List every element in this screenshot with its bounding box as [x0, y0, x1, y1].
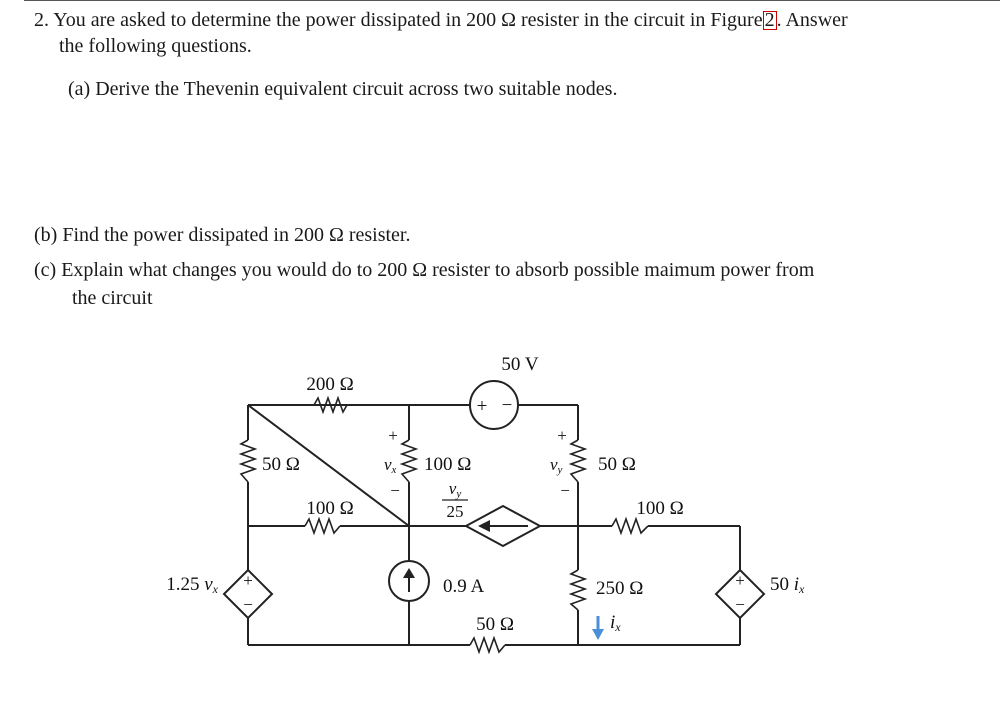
vs-minus-sign: − — [501, 395, 513, 416]
vs-plus-sign: + — [476, 396, 488, 417]
dvs-left-minus: − — [243, 595, 253, 614]
label-vy: vy — [550, 455, 563, 476]
voltage-source-50v — [470, 381, 518, 429]
question-text-end: . Answer — [776, 9, 848, 31]
label-100-ohm-middle: 100 Ω — [424, 454, 472, 475]
dependent-voltage-source-right — [716, 570, 764, 618]
ix-current-arrow — [592, 616, 604, 640]
dvs-left-plus: + — [243, 571, 253, 590]
current-source-0.9A — [389, 561, 429, 601]
label-ccs-numerator: vy — [448, 479, 462, 500]
label-0.9A: 0.9 A — [443, 576, 485, 597]
label-100-ohm-right: 100 Ω — [636, 498, 684, 519]
dvs-right-plus: + — [735, 571, 745, 590]
resistor-100-ohm-middle — [402, 440, 416, 482]
label-50-ohm-bottom: 50 Ω — [476, 614, 514, 635]
part-c-text-line1: (c) Explain what changes you would do to 200 Ω resister to absorb possible maimum power from — [34, 259, 815, 281]
dependent-voltage-source-left — [224, 570, 272, 618]
resistor-50-ohm-left — [241, 440, 255, 482]
part-b-text: (b) Find the power dissipated in 200 Ω resister. — [34, 224, 411, 246]
resistor-100-ohm-right — [612, 519, 648, 533]
vx-plus: + — [388, 426, 398, 445]
figure-reference-link[interactable]: 2 — [764, 9, 775, 31]
dependent-current-source-vy-25 — [466, 506, 540, 546]
question-line-2: the following questions. — [59, 35, 252, 57]
resistor-50-ohm-vy — [571, 440, 585, 482]
vy-minus: − — [560, 481, 570, 500]
label-100-ohm-lower-left: 100 Ω — [306, 498, 354, 519]
part-a-text: (a) Derive the Thevenin equivalent circuit across two suitable nodes. — [68, 78, 618, 100]
label-ix: ix — [610, 612, 621, 634]
part-c-text-line2: the circuit — [72, 287, 153, 309]
label-dep-left: 1.25 vx — [166, 574, 218, 596]
resistor-100-ohm-lower-left — [305, 519, 340, 533]
vx-minus: − — [390, 481, 400, 500]
label-250-ohm: 250 Ω — [596, 578, 644, 599]
label-50-ohm-left: 50 Ω — [262, 454, 300, 475]
label-dep-right: 50 ix — [770, 574, 805, 596]
resistor-250-ohm — [571, 570, 585, 610]
question-text-start: 2. You are asked to determine the power dissipated in 200 Ω resister in the circuit in Figure — [34, 9, 763, 31]
label-vx: vx — [384, 455, 397, 476]
label-ccs-denominator: 25 — [446, 502, 464, 521]
vy-plus: + — [557, 426, 567, 445]
label-50v: 50 V — [501, 354, 539, 375]
label-50-ohm-vy: 50 Ω — [598, 454, 636, 475]
down-arrow-icon — [592, 629, 604, 640]
dvs-right-minus: − — [735, 595, 745, 614]
label-200-ohm: 200 Ω — [306, 374, 354, 395]
resistor-50-ohm-bottom — [470, 638, 505, 652]
